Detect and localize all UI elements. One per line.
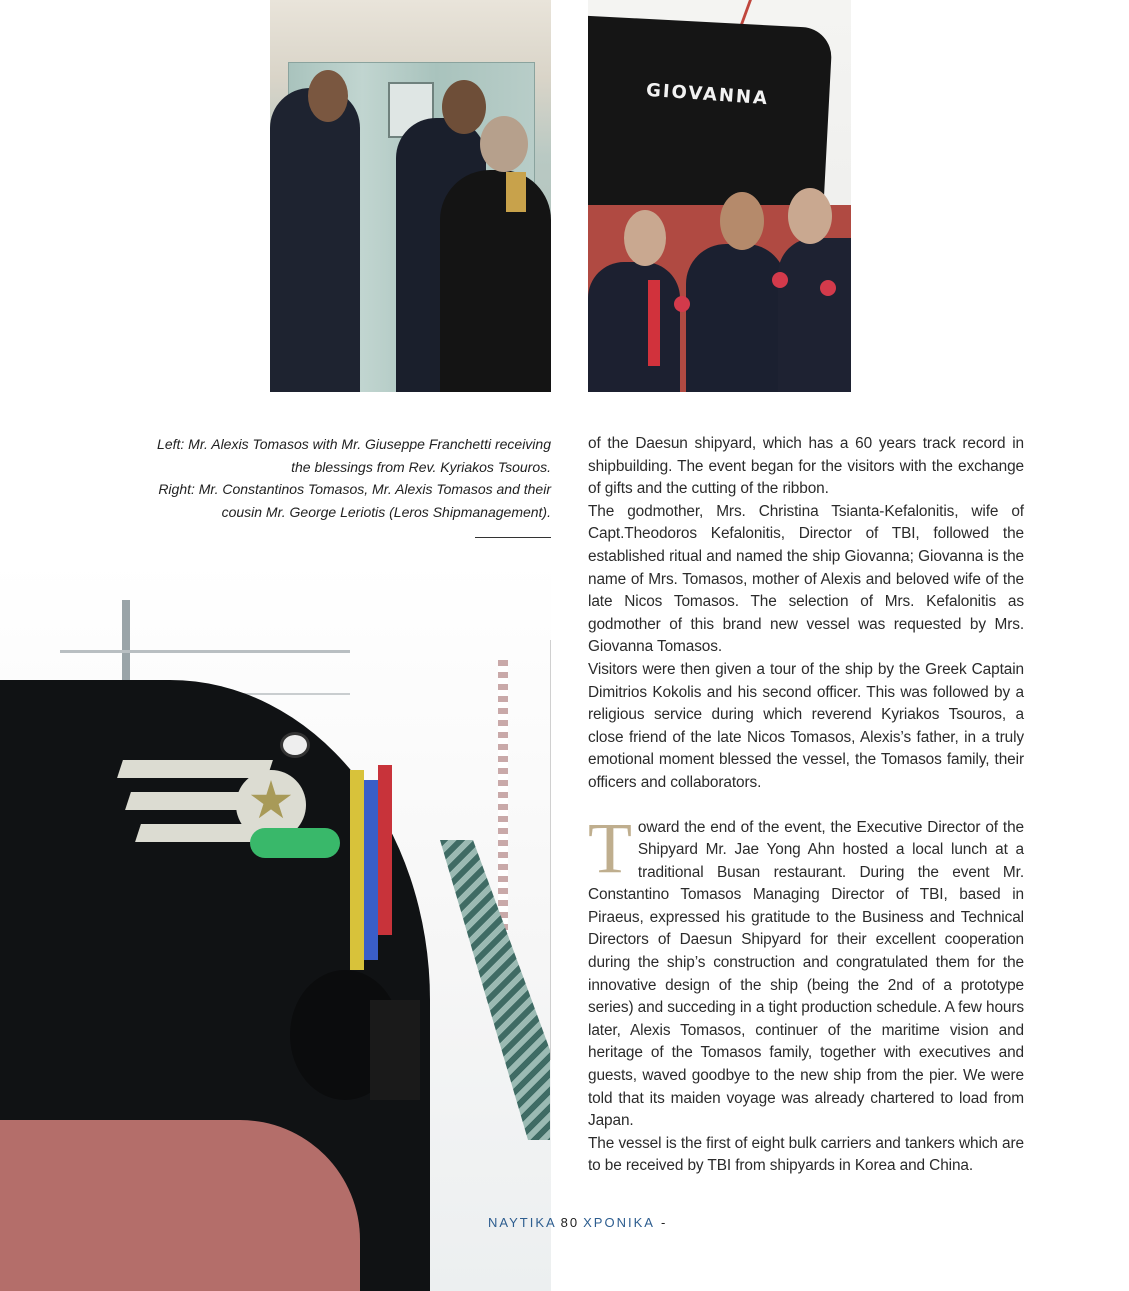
- red-tie: [648, 280, 660, 366]
- photo-blessing: [270, 0, 551, 392]
- flower-boutonniere: [820, 280, 836, 296]
- ribbon: [378, 765, 392, 935]
- caption-line: Left: Mr. Alexis Tomasos with Mr. Giuseppe Franchetti receiving: [157, 436, 551, 452]
- man-left-head: [624, 210, 666, 266]
- person-center-head: [442, 80, 486, 134]
- ribbon: [250, 828, 340, 858]
- priest: [440, 170, 551, 392]
- magazine-name-left: ΝΑΥΤΙΚΑ: [488, 1215, 557, 1230]
- bow-hull-red: [0, 1120, 360, 1291]
- magazine-name-right: ΧΡΟΝΙΚΑ: [583, 1215, 655, 1230]
- caption-line: Right: Mr. Constantinos Tomasos, Mr. Alexis Tomasos and their: [158, 481, 551, 497]
- person-left: [270, 88, 360, 392]
- footer-dash: -: [660, 1215, 668, 1230]
- paragraph: Visitors were then given a tour of the ship by the Greek Captain Dimitrios Kokolis and his second officer. This was followed by a religious service during which reverend Kyriakos Tsouros, a close friend of the late Nicos Tomasos, Alexis’s father, in a truly emotional moment blessed the vessel, the Tomasos family, their officers and collaborators.: [588, 660, 1024, 791]
- ribbon: [350, 770, 364, 970]
- paragraph: The vessel is the first of eight bulk carriers and tankers which are to be received by TBI from shipyards in Korea and China.: [588, 1134, 1024, 1175]
- article-body: [588, 433, 1024, 1178]
- man-left: [588, 262, 680, 392]
- anchor: [370, 1000, 420, 1100]
- photo-ship-bow: [0, 560, 551, 1291]
- flower-boutonniere: [772, 272, 788, 288]
- man-right-head: [788, 188, 832, 244]
- caption-rule: [475, 537, 551, 538]
- hawse-pipe: [280, 732, 310, 758]
- page-number: 80: [560, 1215, 580, 1230]
- ship-name: GIOVANNA: [645, 79, 770, 110]
- person-left-head: [308, 70, 348, 122]
- priest-stole: [506, 172, 526, 212]
- man-right: [778, 238, 851, 392]
- photo-caption: [140, 433, 551, 523]
- priest-head: [480, 116, 528, 172]
- paragraph: of the Daesun shipyard, which has a 60 years track record in shipbuilding. The event began for the visitors with the exchange of gifts and the cutting of the ribbon.: [588, 435, 1024, 498]
- paragraph: The godmother, Mrs. Christina Tsianta-Kefalonitis, wife of Capt.Theodoros Kefalonitis, Director of TBI, followed the established ritual and named the ship Giovanna; Giovanna is the name of Mrs. Tomasos, mother of Alexis and beloved wife of the late Nicos Tomasos. The selection of Mrs. Kefalonitis as godmother of this brand new vessel was requested by Mrs. Giovanna Tomasos.: [588, 502, 1024, 656]
- caption-line: the blessings from Rev. Kyriakos Tsouros.: [291, 458, 551, 475]
- ribbon: [364, 780, 378, 960]
- paragraph-gap: [588, 795, 1024, 817]
- photo-giovanna-hull: [588, 0, 851, 392]
- paragraph-text: oward the end of the event, the Executive Director of the Shipyard Mr. Jae Yong Ahn hosted a local lunch at a traditional Busan restaurant. During the event Mr. Constantino Tomasos Managing Director of TBI, based in Piraeus, expressed his gratitude to the Business and Technical Directors of Daesun Shipyard for their excellent cooperation during the ship’s construction and congratulated them for the innovative design of the ship (being the 2nd of a prototype series) and succeding in a tight production schedule. A few hours later, Alexis Tomasos, continuer of the maritime vision and heritage of the Tomasos family, together with executives and guests, waved goodbye to the new ship from the pier. We were told that its maiden voyage was already chartered to load from Japan.: [588, 818, 1024, 1130]
- hull-stripe: [117, 760, 273, 778]
- flower-boutonniere: [674, 296, 690, 312]
- paragraph-dropcap: [588, 807, 1024, 1133]
- ship-hull: [588, 16, 833, 219]
- drop-cap: T: [588, 807, 632, 888]
- man-center: [686, 244, 786, 392]
- caption-line: cousin Mr. George Leriotis (Leros Shipmanagement).: [221, 503, 551, 520]
- man-center-head: [720, 192, 764, 250]
- page-footer: [488, 1215, 667, 1230]
